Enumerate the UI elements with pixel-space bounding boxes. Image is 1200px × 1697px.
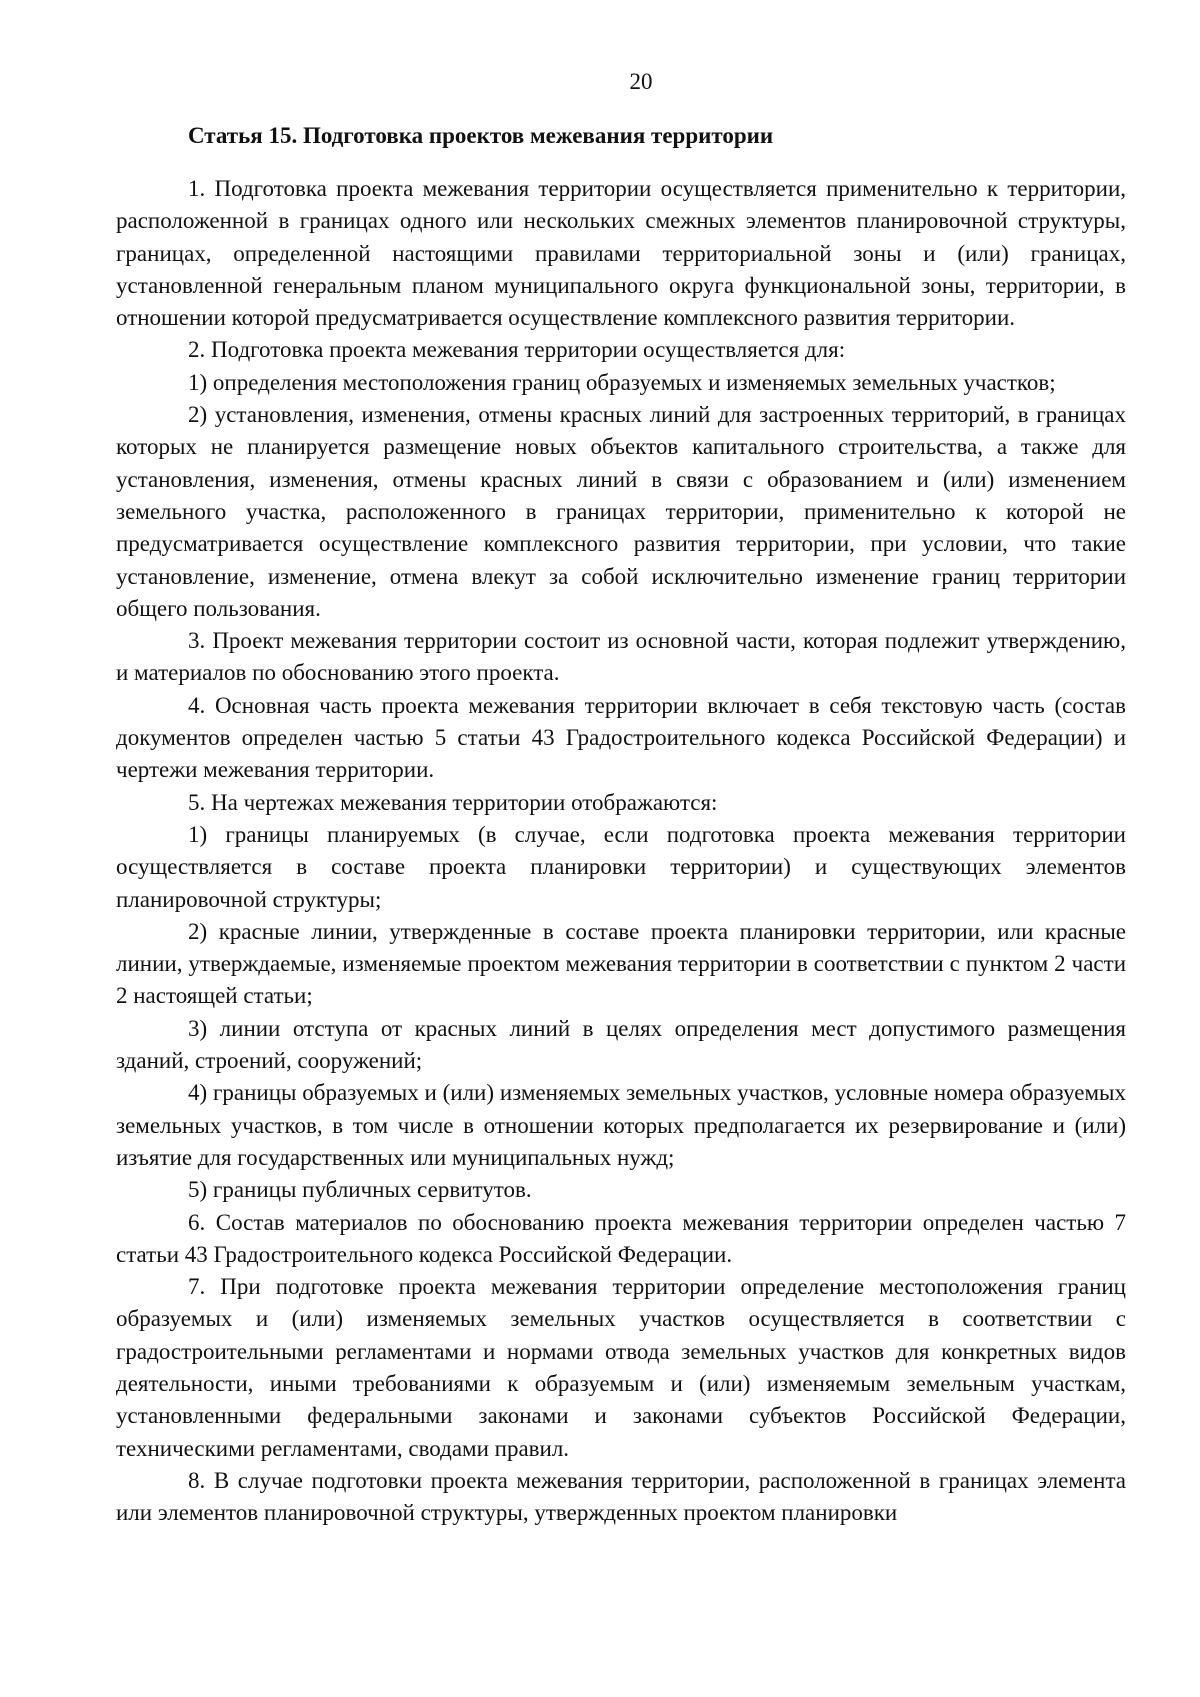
paragraph-5: 5. На чертежах межевания территории отображаются: (188, 789, 718, 815)
paragraph-5-item-1: 1) границы планируемых (в случае, если подготовка проекта межевания территории осуществляется в составе проекта планировки территории) и существующих элементов планировочной структуры; (116, 821, 1126, 912)
page-number: 20 (629, 69, 653, 94)
paragraph-2-item-2: 2) установления, изменения, отмены красных линий для застроенных территорий, в границах которых не планируется размещение новых объектов капитального строительства, а также для установления, изменения, отмены красных линий в связи с образованием и (или) изменением земельного участка, расположенного в границах территории, применительно к которой не предусматривается осуществление комплексного развития территории, при условии, что такие установление, изменение, отмена влекут за собой исключительно изменение границ территории общего пользования. (116, 402, 1126, 621)
paragraph-1: 1. Подготовка проекта межевания территории осуществляется применительно к территории, расположенной в границах одного или нескольких смежных элементов планировочной структуры, границах, определенной настоящими правилами территориальной зоны и (или) границах, установленной генеральным планом муниципального округа функциональной зоны, территории, в отношении которой предусматривается осуществление комплексного развития территории. (116, 176, 1126, 331)
paragraph-5-item-5: 5) границы публичных сервитутов. (188, 1177, 532, 1203)
paragraph-3: 3. Проект межевания территории состоит из основной части, которая подлежит утверждению, и материалов по обоснованию этого проекта. (116, 628, 1126, 686)
article-body (116, 173, 1126, 1529)
paragraph-2: 2. Подготовка проекта межевания территории осуществляется для: (188, 337, 846, 363)
paragraph-5-item-3: 3) линии отступа от красных линий в целях определения мест допустимого размещения зданий, строений, сооружений; (116, 1015, 1126, 1074)
paragraph-2-item-1: 1) определения местоположения границ образуемых и изменяемых земельных участков; (188, 369, 1056, 395)
paragraph-5-item-2: 2) красные линии, утвержденные в составе проекта планировки территории, или красные линии, утверждаемые, изменяемые проектом межевания территории в соответствии с пунктом 2 части 2 настоящей статьи; (116, 918, 1126, 1009)
paragraph-8: 8. В случае подготовки проекта межевания территории, расположенной в границах элемента или элементов планировочной структуры, утвержденных проектом планировки (116, 1467, 1126, 1526)
paragraph-6: 6. Состав материалов по обоснованию проекта межевания территории определен частью 7 статьи 43 Градостроительного кодекса Российской Федерации. (116, 1209, 1126, 1267)
paragraph-7: 7. При подготовке проекта межевания территории определение местоположения границ образуемых и (или) изменяемых земельных участков осуществляется в соответствии с градостроительными регламентами и нормами отвода земельных участков для конкретных видов деятельности, иными требованиями к образуемым и (или) изменяемым земельным участкам, установленными федеральными законами и законами субъектов Российской Федерации, техническими регламентами, сводами правил. (116, 1274, 1126, 1461)
paragraph-4: 4. Основная часть проекта межевания территории включает в себя текстовую часть (состав документов определен частью 5 статьи 43 Градостроительного кодекса Российской Федерации) и чертежи межевания территории. (116, 692, 1126, 783)
paragraph-5-item-4: 4) границы образуемых и (или) изменяемых земельных участков, условные номера образуемых земельных участков, в том числе в отношении которых предполагается их резервирование и (или) изъятие для государственных или муниципальных нужд; (116, 1080, 1126, 1170)
article-title: Статья 15. Подготовка проектов межевания территории (188, 123, 774, 148)
